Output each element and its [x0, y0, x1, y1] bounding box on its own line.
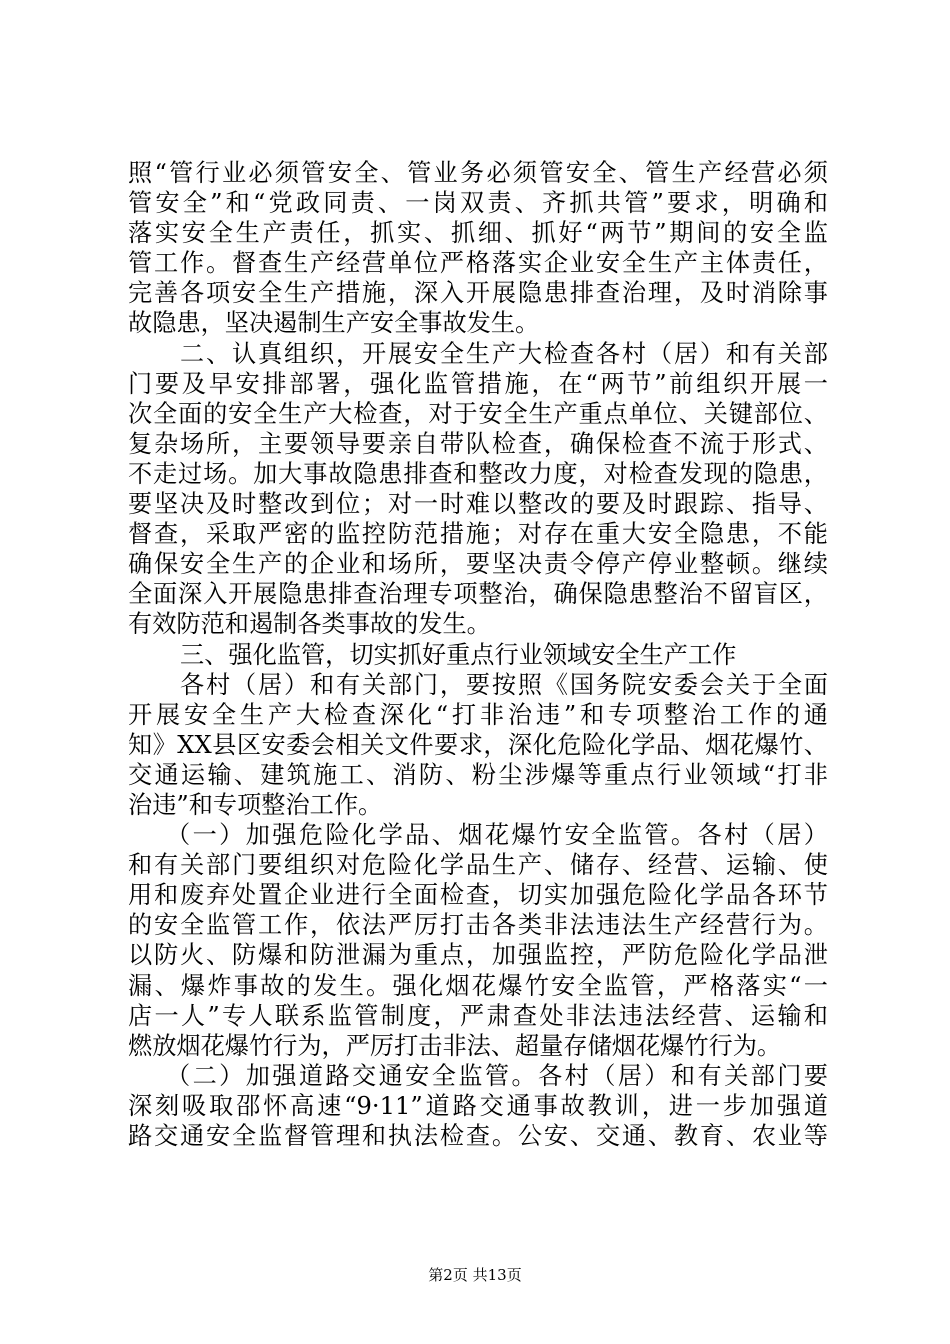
text-line: 完善各项安全生产措施，深入开展隐患排查治理，及时消除事 [128, 279, 828, 308]
text-line: 全面深入开展隐患排查治理专项整治，确保隐患整治不留盲区， [128, 580, 828, 609]
text-line: 次全面的安全生产大检查，对于安全生产重点单位、关键部位、 [128, 399, 828, 428]
page-footer: 第2页 共13页 [428, 1266, 522, 1284]
text-line: 燃放烟花爆竹行为，严厉打击非法、超量存储烟花爆竹行为。 [128, 1031, 782, 1060]
text-line: （二）加强道路交通安全监管。各村（居）和有关部门要 [166, 1061, 828, 1090]
text-line: 漏、爆炸事故的发生。强化烟花爆竹安全监管，严格落实“一 [128, 971, 828, 1000]
text-line: 管工作。督查生产经营单位严格落实企业安全生产主体责任， [128, 249, 828, 278]
text-line: 用和废弃处置企业进行全面检查，切实加强危险化学品各环节 [128, 881, 828, 910]
text-line: 知》XX县区安委会相关文件要求，深化危险化学品、烟花爆竹、 [128, 730, 828, 759]
text-line: 门要及早安排部署，强化监管措施，在“两节”前组织开展一 [128, 369, 828, 398]
text-line: 有效防范和遏制各类事故的发生。 [128, 610, 491, 639]
text-line: 故隐患，坚决遏制生产安全事故发生。 [128, 309, 540, 338]
text-line: 深刻吸取邵怀高速“9·11”道路交通事故教训，进一步加强道 [128, 1091, 828, 1120]
text-line: 和有关部门要组织对危险化学品生产、储存、经营、运输、使 [128, 851, 828, 880]
text-line: 治违”和专项整治工作。 [128, 790, 383, 819]
text-line: 店一人”专人联系监管制度，严肃查处非法违法经营、运输和 [128, 1001, 828, 1030]
text-line: 落实安全生产责任，抓实、抓细、抓好“两节”期间的安全监 [128, 219, 828, 248]
text-line: 三、强化监管，切实抓好重点行业领域安全生产工作 [180, 640, 737, 669]
text-line: 开展安全生产大检查深化“打非治违”和专项整治工作的通 [128, 700, 828, 729]
text-line: 二、认真组织，开展安全生产大检查各村（居）和有关部 [180, 339, 828, 368]
text-line: 不走过场。加大事故隐患排查和整改力度，对检查发现的隐患， [128, 459, 828, 488]
text-line: 的安全监管工作，依法严厉打击各类非法违法生产经营行为。 [128, 911, 828, 940]
text-line: 以防火、防爆和防泄漏为重点，加强监控，严防危险化学品泄 [128, 941, 828, 970]
text-line: 各村（居）和有关部门，要按照《国务院安委会关于全面 [180, 670, 828, 699]
text-line: 确保安全生产的企业和场所，要坚决责令停产停业整顿。继续 [128, 550, 828, 579]
text-line: 照“管行业必须管安全、管业务必须管安全、管生产经营必须 [128, 159, 828, 187]
text-line: 管安全”和“党政同责、一岗双责、齐抓共管”要求，明确和 [128, 189, 828, 218]
text-line: 复杂场所，主要领导要亲自带队检查，确保检查不流于形式、 [128, 429, 828, 458]
text-line: 路交通安全监督管理和执法检查。公安、交通、教育、农业等 [128, 1122, 828, 1150]
text-line: （一）加强危险化学品、烟花爆竹安全监管。各村（居） [166, 821, 828, 850]
text-line: 交通运输、建筑施工、消防、粉尘涉爆等重点行业领域“打非 [128, 760, 828, 789]
text-line: 督查，采取严密的监控防范措施；对存在重大安全隐患，不能 [128, 520, 828, 549]
text-line: 要坚决及时整改到位；对一时难以整改的要及时跟踪、指导、 [128, 490, 828, 519]
document-body [128, 158, 828, 1151]
